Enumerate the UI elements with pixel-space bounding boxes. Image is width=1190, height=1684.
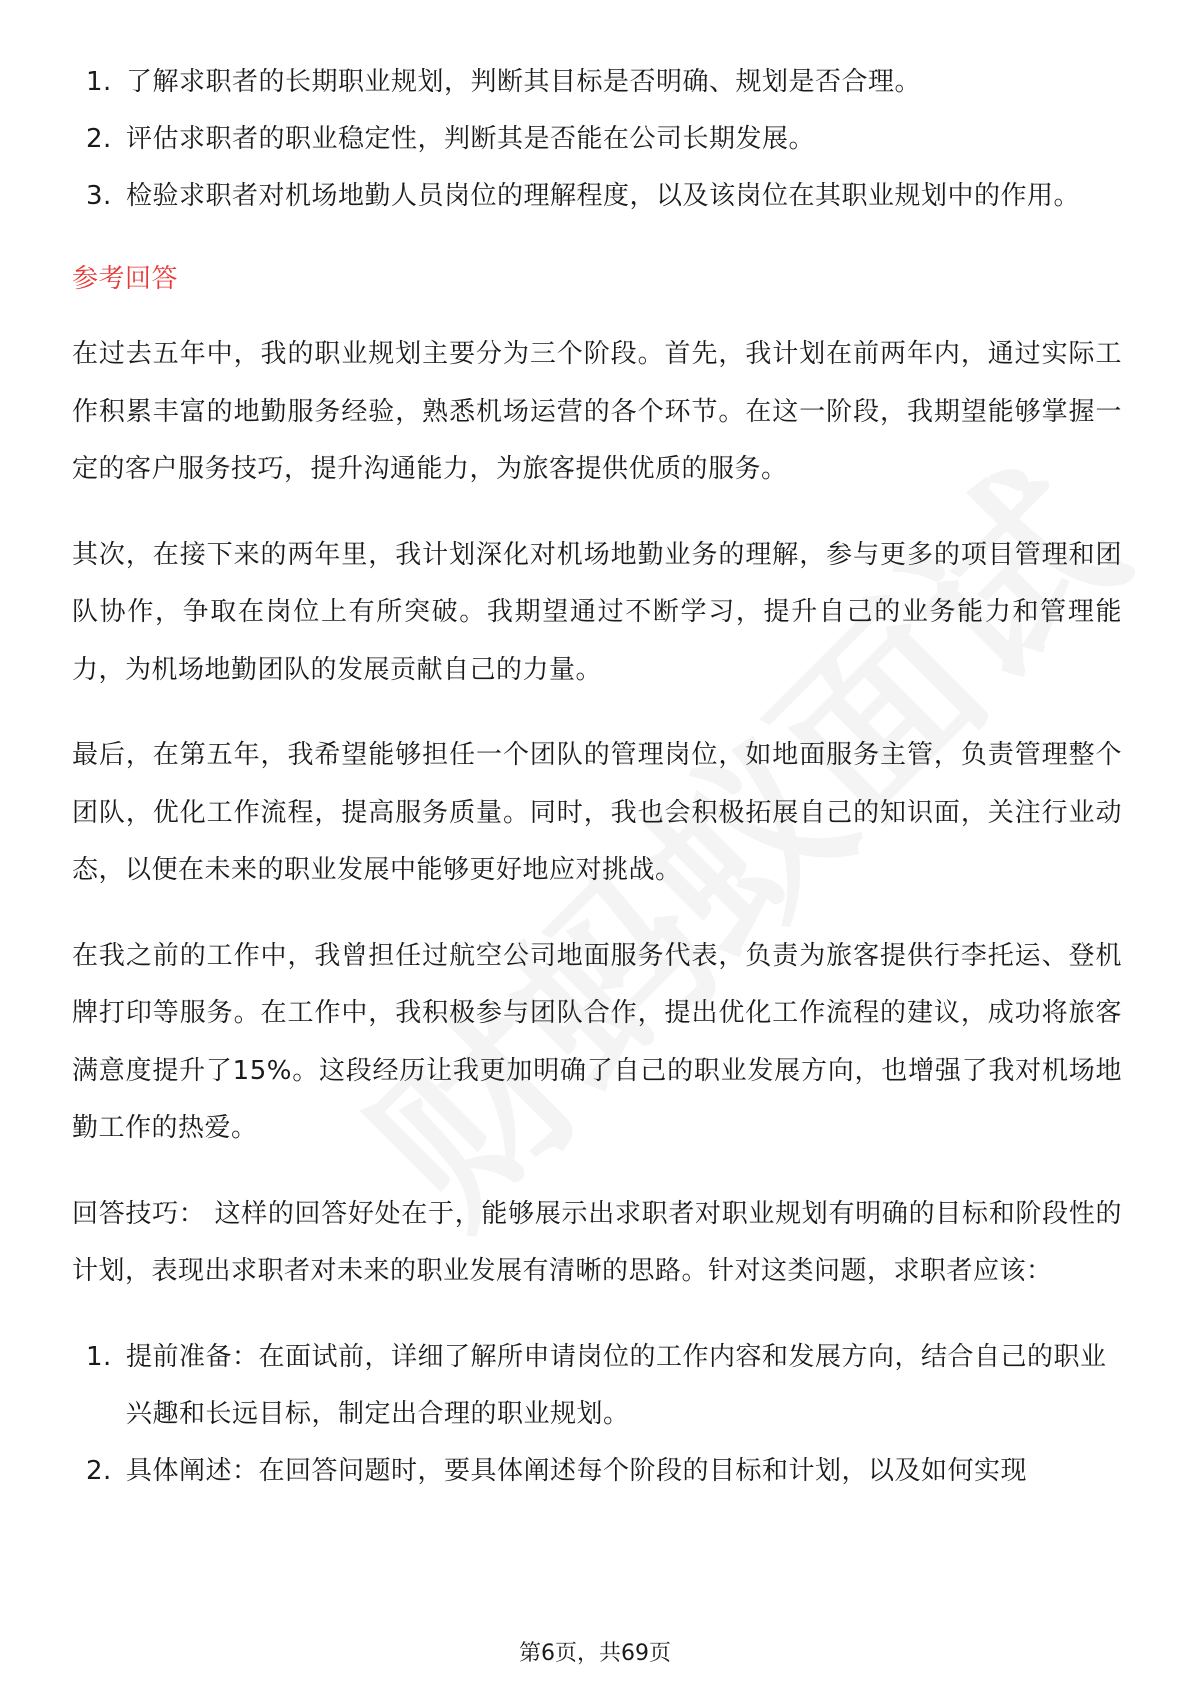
- list-text: 具体阐述：在回答问题时，要具体阐述每个阶段的目标和计划，以及如何实现: [126, 1455, 1028, 1486]
- list-number: 1.: [86, 67, 112, 97]
- paragraph: 在过去五年中，我的职业规划主要分为三个阶段。首先，我计划在前两年内，通过实际工作积累丰富的地勤服务经验，熟悉机场运营的各个环节。在这一阶段，我期望能够掌握一定的客户服务技巧，提升沟通能力，为旅客提供优质的服务。: [72, 339, 1122, 484]
- list-number: 3.: [86, 181, 112, 211]
- list-text: 评估求职者的职业稳定性，判断其是否能在公司长期发展。: [126, 124, 816, 154]
- list-item: [72, 54, 1122, 111]
- section-title: 参考回答: [72, 264, 179, 294]
- paragraph: 其次，在接下来的两年里，我计划深化对机场地勤业务的理解，参与更多的项目管理和团队协作，争取在岗位上有所突破。我期望通过不断学习，提升自己的业务能力和管理能力，为机场地勤团队的发展贡献自己的力量。: [72, 539, 1122, 685]
- list-text: 提前准备：在面试前，详细了解所申请岗位的工作内容和发展方向，结合自己的职业兴趣和长远目标，制定出合理的职业规划。: [126, 1341, 1107, 1429]
- purpose-list: [72, 54, 1122, 225]
- list-item: [72, 1443, 1122, 1500]
- list-text: 检验求职者对机场地勤人员岗位的理解程度，以及该岗位在其职业规划中的作用。: [126, 181, 1081, 211]
- tips-list: [72, 1329, 1122, 1500]
- paragraph: 最后，在第五年，我希望能够担任一个团队的管理岗位，如地面服务主管，负责管理整个团队，优化工作流程，提高服务质量。同时，我也会积极拓展自己的知识面，关注行业动态，以便在未来的职业发展中能够更好地应对挑战。: [72, 740, 1122, 885]
- tips-paragraph: 回答技巧： 这样的回答好处在于，能够展示出求职者对职业规划有明确的目标和阶段性的计划，表现出求职者对未来的职业发展有清晰的思路。针对这类问题，求职者应该：: [72, 1198, 1122, 1286]
- page-footer: 第6页，共69页: [519, 1641, 671, 1666]
- list-number: 2.: [86, 124, 112, 154]
- list-item: [72, 1329, 1122, 1443]
- paragraph: 在我之前的工作中，我曾担任过航空公司地面服务代表，负责为旅客提供行李托运、登机牌打印等服务。在工作中，我积极参与团队合作，提出优化工作流程的建议，成功将旅客满意度提升了15%。这段经历让我更加明确了自己的职业发展方向，也增强了我对机场地勤工作的热爱。: [72, 940, 1122, 1143]
- list-number: 1.: [86, 1341, 112, 1372]
- list-text: 了解求职者的长期职业规划，判断其目标是否明确、规划是否合理。: [126, 67, 922, 97]
- list-number: 2.: [86, 1455, 112, 1486]
- list-item: [72, 111, 1122, 168]
- page-content: [72, 54, 1122, 1500]
- list-item: [72, 168, 1122, 225]
